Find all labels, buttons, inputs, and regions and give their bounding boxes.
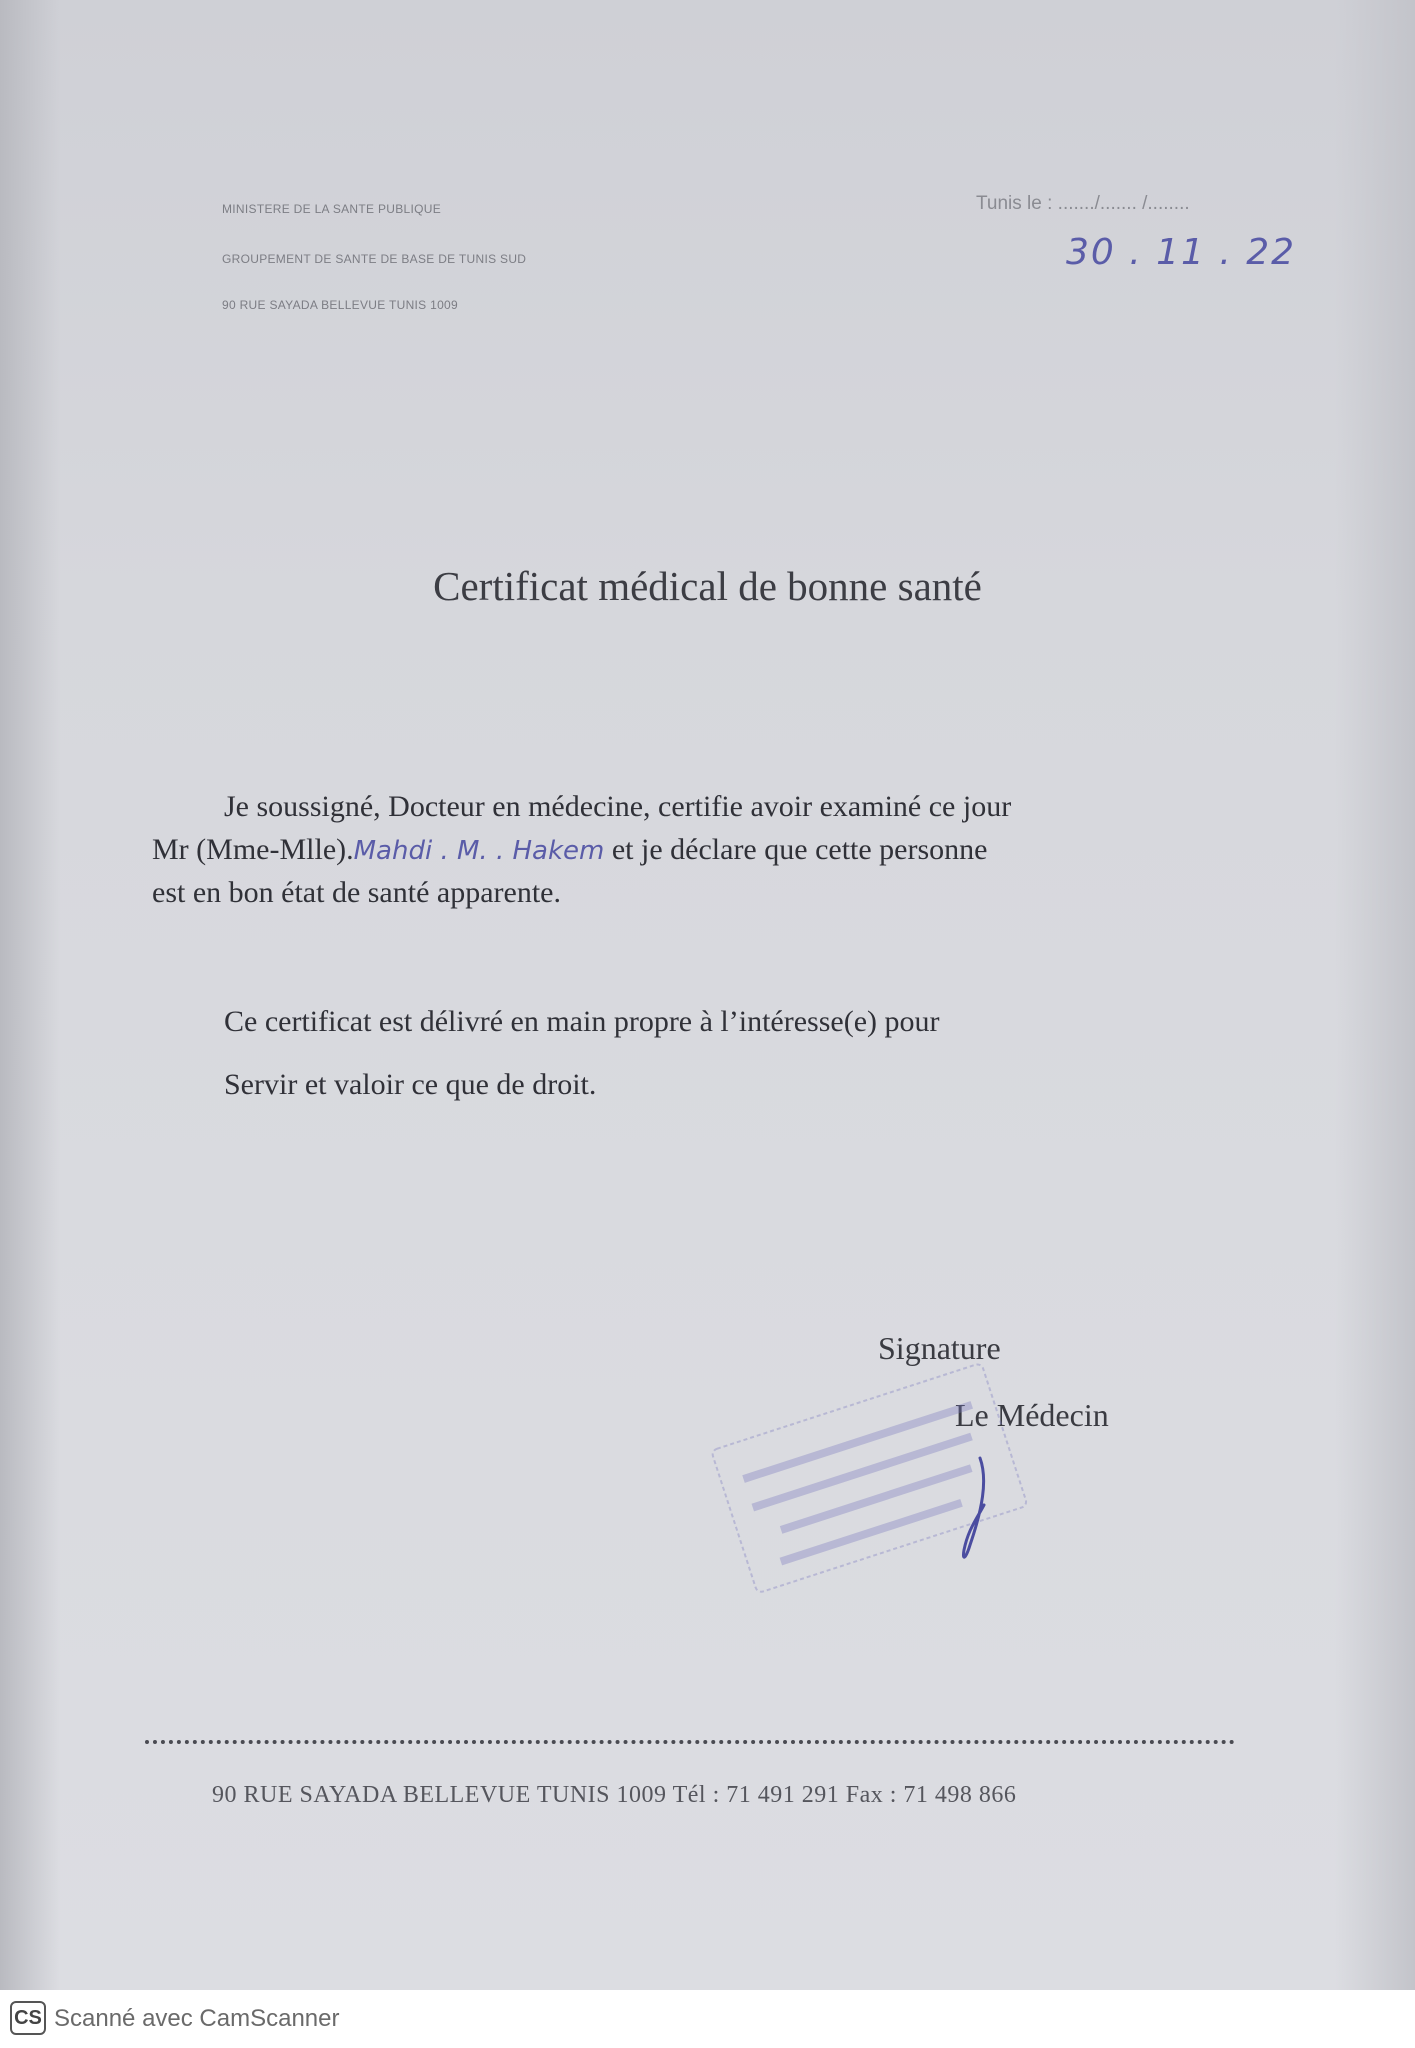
footer-address: 90 RUE SAYADA BELLEVUE TUNIS 1009 Tél : 71 491 291 Fax : 71 498 866 [212,1782,1017,1808]
date-label: Tunis le : ......./....... /........ [976,193,1190,214]
title-prefix: Mr (Mme-Mlle). [152,833,354,866]
header-group: GROUPEMENT DE SANTE DE BASE DE TUNIS SUD [222,252,527,266]
body-line-1: Je soussigné, Docteur en médecine, certifie avoir examiné ce jour [224,790,1012,823]
header-ministry: MINISTERE DE LA SANTE PUBLIQUE [222,202,442,216]
scanner-watermark-text: Scanné avec CamScanner [54,2005,340,2032]
header-address: 90 RUE SAYADA BELLEVUE TUNIS 1009 [222,298,459,312]
doctor-label: Le Médecin [955,1397,1109,1433]
handwritten-signature [940,1450,1020,1570]
body-line-3: est en bon état de santé apparente. [152,876,561,909]
certificate-title: Certificat médical de bonne santé [433,563,982,609]
body-line-2 [152,833,987,867]
body-line-4: Ce certificat est délivré en main propre à l’intéresse(e) pour [224,1005,940,1038]
date-handwritten: 30 . 11 . 22 [1066,232,1297,273]
signature-label: Signature [878,1330,1001,1366]
scanner-watermark-bar [0,1990,1415,2048]
body-line-5: Servir et valoir ce que de droit. [224,1068,597,1101]
declaration-text: et je déclare que cette personne [611,833,988,866]
patient-name-handwritten: Mahdi . M. . Hakem [353,836,605,866]
camscanner-logo: CS [10,2001,46,2035]
footer-divider [145,1740,1235,1744]
